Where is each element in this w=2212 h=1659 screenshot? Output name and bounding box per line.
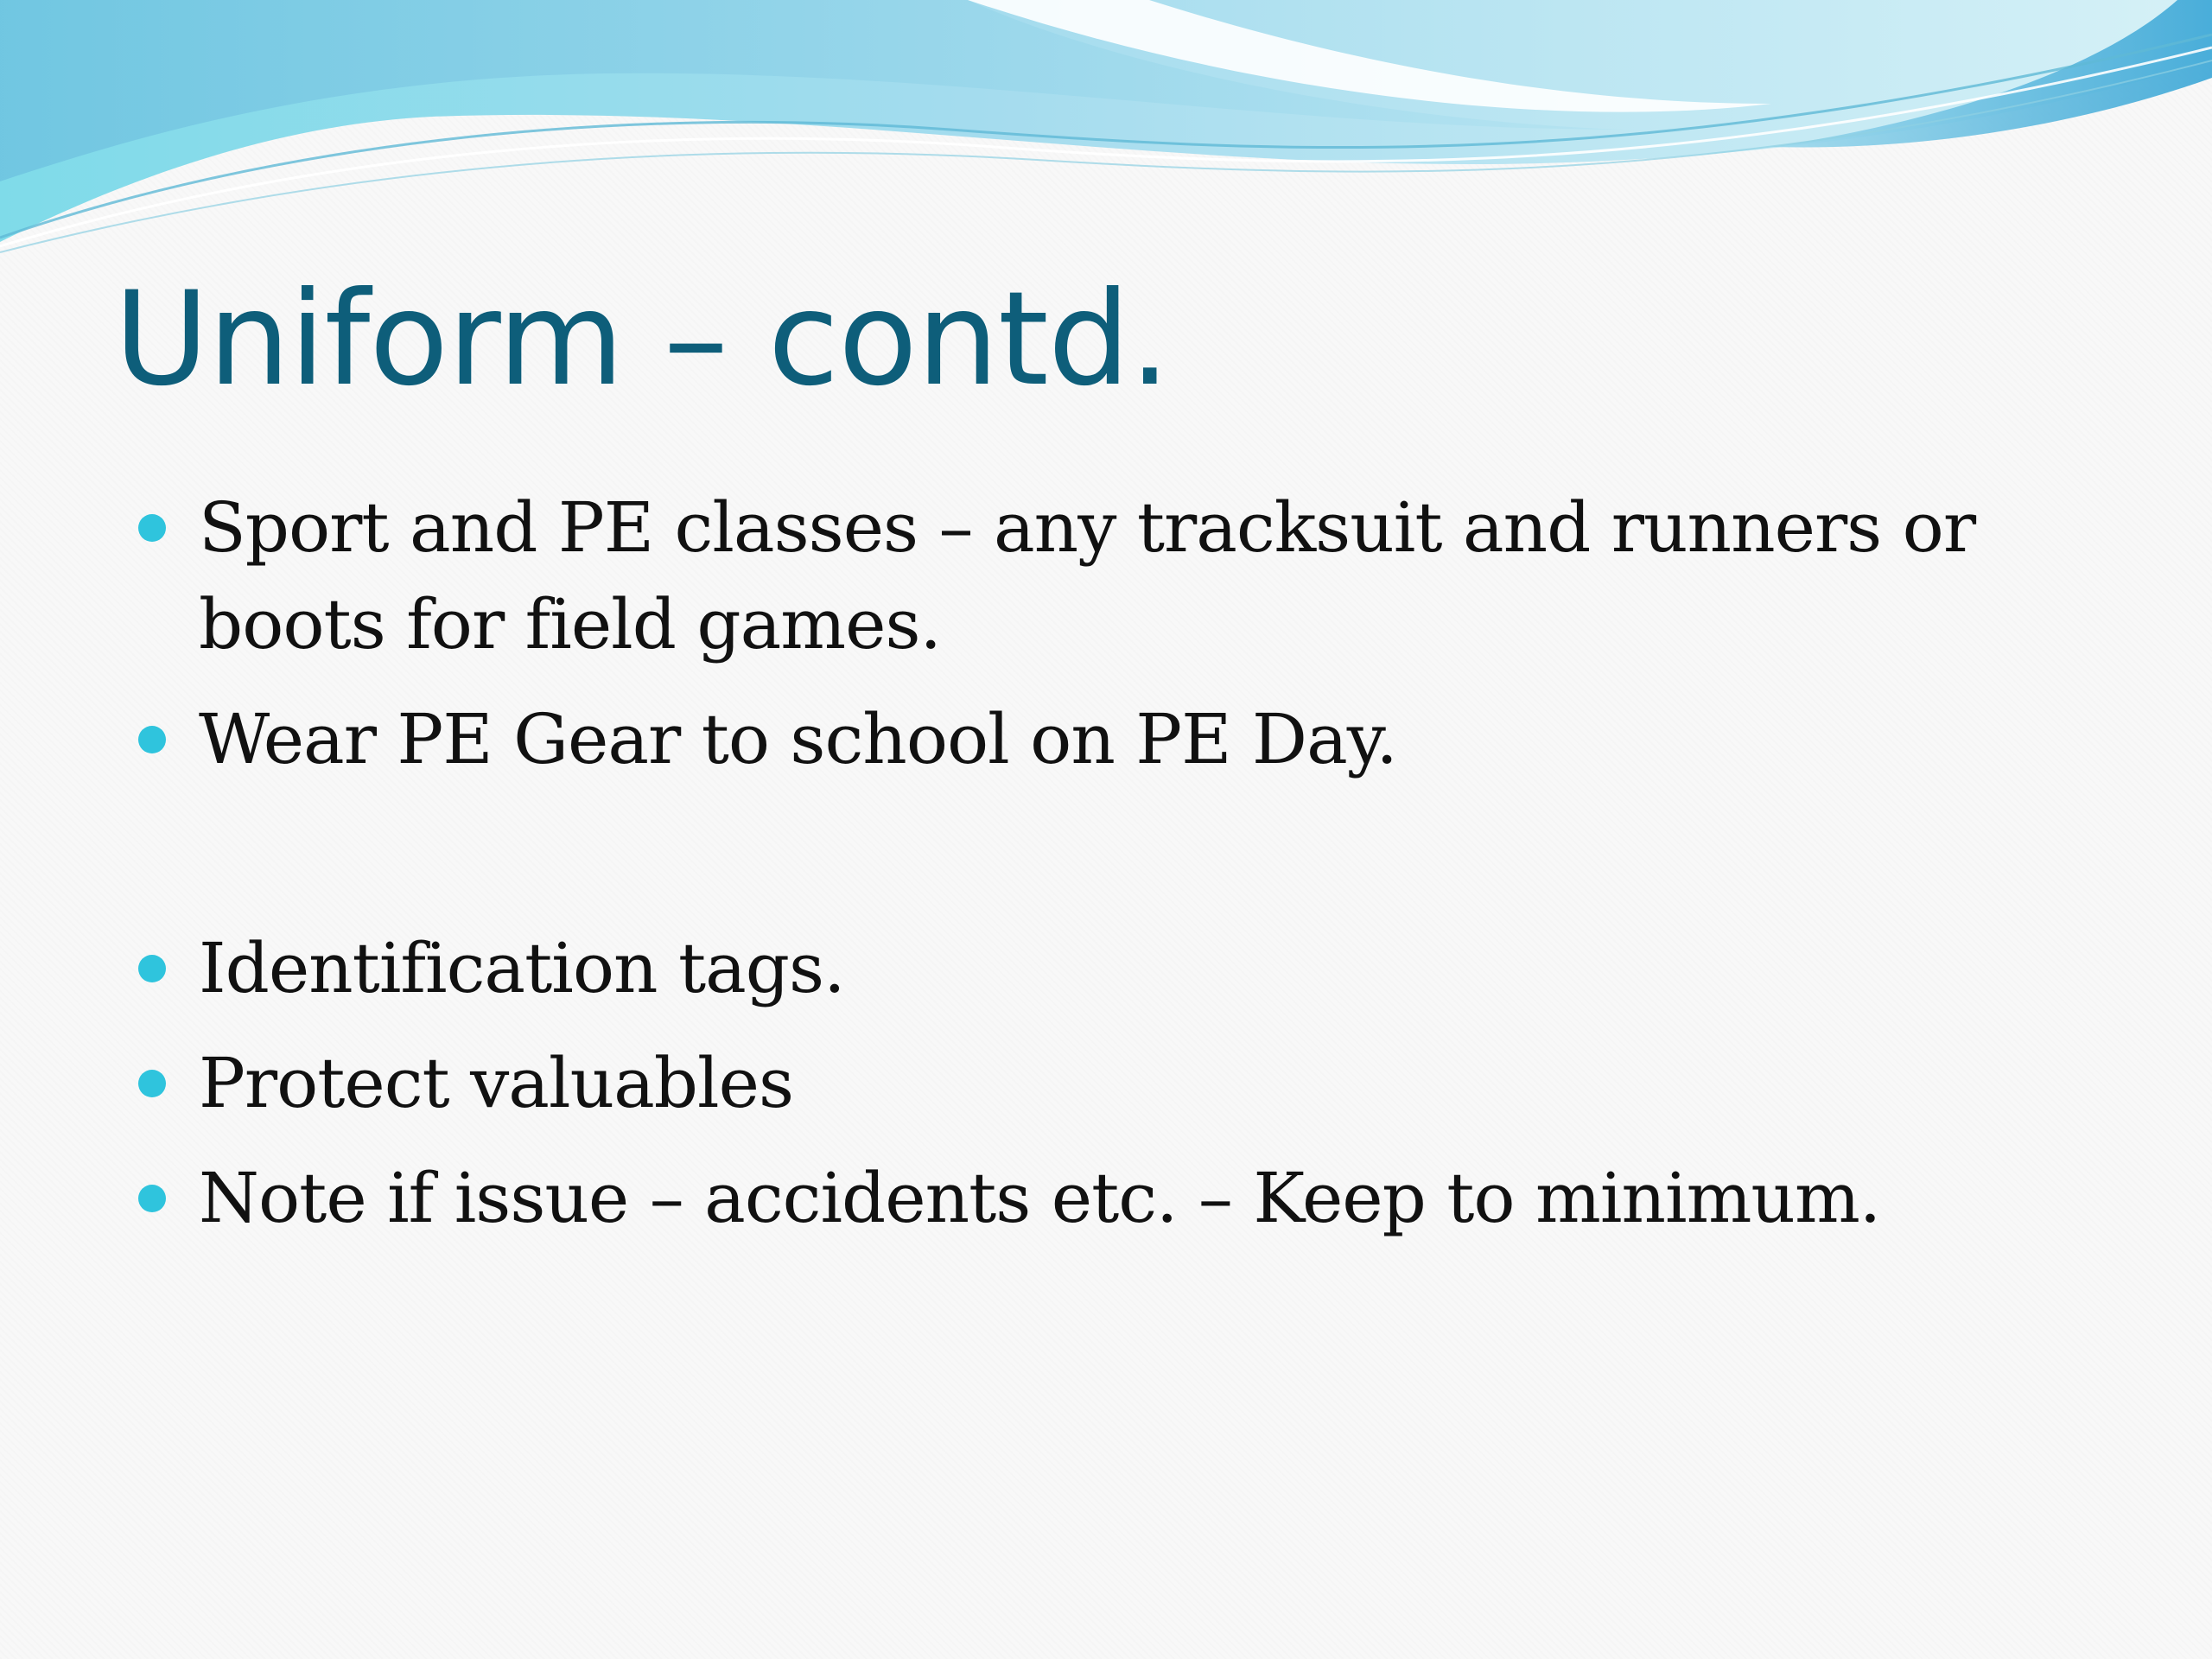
bullet-text: Protect valuables — [199, 1043, 793, 1123]
bullet-dot-icon — [138, 514, 166, 542]
bullet-dot-icon — [138, 955, 166, 982]
bullet-dot-icon — [138, 1185, 166, 1212]
bullet-text: Sport and PE classes – any tracksuit and runners or boots for field games. — [199, 487, 1976, 664]
bullet-item — [199, 920, 2056, 1017]
bullet-dot-icon — [138, 726, 166, 753]
bullet-item — [199, 1035, 2056, 1132]
bullet-dot-icon — [138, 1070, 166, 1097]
bullet-text: Note if issue – accidents etc. – Keep to minimum. — [199, 1158, 1881, 1238]
bullet-text: Wear PE Gear to school on PE Day. — [199, 699, 1397, 779]
bullet-item — [199, 480, 2056, 673]
bullet-text: Identification tags. — [199, 928, 845, 1008]
bullet-item — [199, 1150, 2056, 1247]
bullet-item — [199, 691, 2056, 788]
slide-title: Uniform – contd. — [114, 264, 1170, 415]
